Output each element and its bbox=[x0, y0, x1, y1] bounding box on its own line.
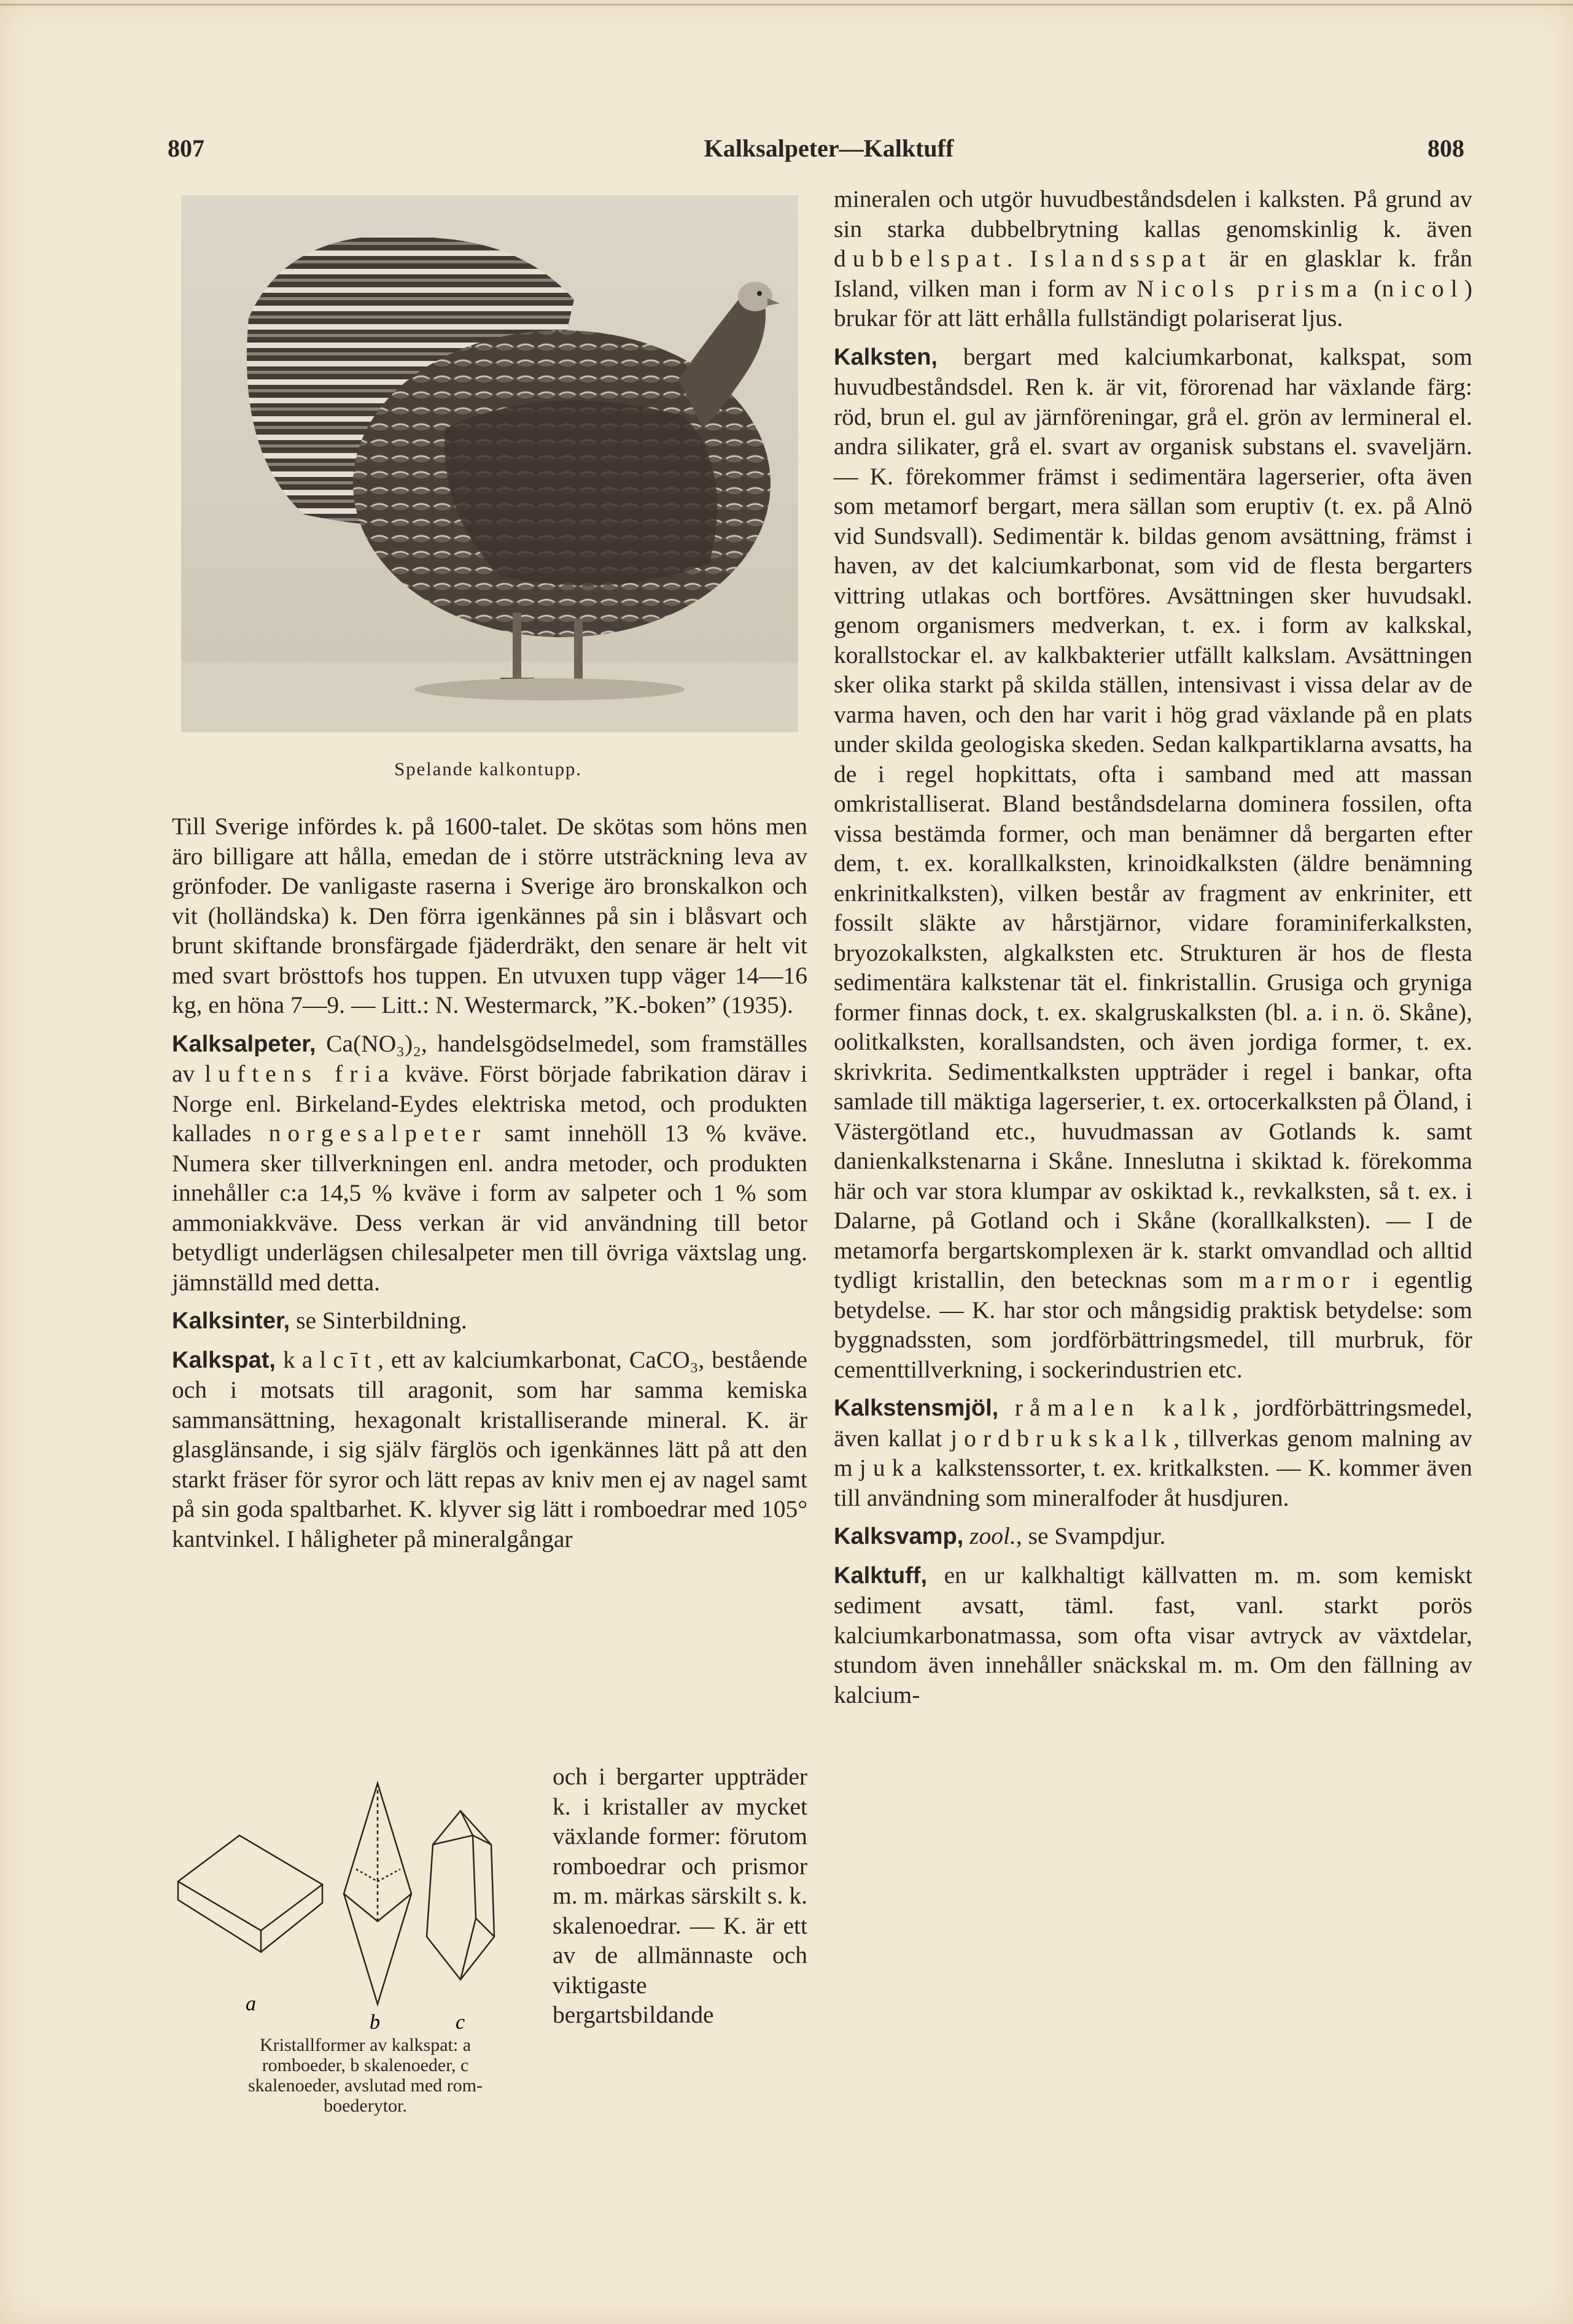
kalksalpeter-entry: Kalksalpeter, Ca(NO₃)₂, handelsgödselmedel, som framställes av luftens fria kväve. Först började fabrikation därav i Norge enl. Birkeland-Eydes elektriska metod, och produkten kallades norgesalpeter samt innehöll 13 % kväve. Numera sker tillverkningen enl. andra metoder, och produkten innehåller c:a 14,5 % kväve i form av salpeter och 1 % som ammoniakkväve. Dess verkan är vid användning till betor betydligt underlägsen chilesalpeter men till övriga växtslag ung. jämnställd med detta. bbox=[172, 1029, 807, 1296]
kalkon-paragraph: Till Sverige infördes k. på 1600-talet. De skötas som höns men äro billigare att hålla, emedan de i större utsträckning leva av grönfoder. De vanligaste raserna i Sverige äro bronskalkon och vit (holländska) k. Den förra igenkännes på sin i blåsvart och brunt skiftande bronsfärgade fjäderdräkt, den senare är helt vit med svart brösttofs hos tuppen. En utvuxen tupp väger 14—16 kg, en höna 7—9. — Litt.: N. Westermarck, ”K.-boken” (1935). bbox=[172, 813, 807, 1018]
turkey-photo bbox=[181, 195, 798, 732]
entry-head-kalkstensmjol: Kalkstensmjöl, bbox=[834, 1395, 999, 1421]
kalkspat-wrap-text: och i bergarter uppträder k. i kristaller av mycket växlande former: förutom romboedrar och prismor m. m. märkas särskilt s. k. skalenoedrar. — K. är ett av de allmännaste och viktigaste bergartsbildande bbox=[553, 1763, 807, 2028]
crystal-label-b: b bbox=[370, 2011, 380, 2034]
entry-head-kalksalpeter: Kalksalpeter, bbox=[172, 1031, 316, 1057]
kalkspat-continuation: mineralen och utgör huvudbeståndsdelen i kalksten. På grund av sin starka dubbelbrytning kallas genomskinlig k. även dubbelspat. Islandsspat är en glasklar k. från Island, vilken man i form av Nicols prisma (nicol) brukar för att lätt erhålla fullständigt polariserat ljus. bbox=[834, 185, 1472, 331]
entry-head-kalksinter: Kalksinter, bbox=[172, 1308, 290, 1334]
page-number-right: 808 bbox=[1427, 134, 1464, 162]
right-column bbox=[834, 184, 1472, 1710]
turkey-illustration bbox=[181, 195, 798, 732]
photo-caption: Spelande kalkontupp. bbox=[394, 758, 582, 780]
kalksinter-entry: Kalksinter, se Sinterbildning. bbox=[172, 1307, 467, 1334]
running-title: Kalksalpeter—Kalktuff bbox=[704, 134, 954, 162]
kalksvamp-entry: Kalksvamp, zool., se Svampdjur. bbox=[834, 1522, 1166, 1549]
entry-head-kalkspat: Kalkspat, bbox=[172, 1347, 276, 1373]
page-number-left: 807 bbox=[168, 134, 204, 162]
entry-head-kalksten: Kalksten, bbox=[834, 344, 938, 370]
kalktuff-entry: Kalktuff, en ur kalkhaltigt källvatten m. m. som kemiskt sediment avsatt, täml. fast, vanl. starkt porös kalciumkarbonatmassa, som ofta visar avtryck av växtdelar, stundom även innehåller snäckskal m. m. Om den fällning av kalcium- bbox=[834, 1561, 1472, 1708]
crystal-label-c: c bbox=[456, 2011, 465, 2034]
entry-head-kalksvamp: Kalksvamp, bbox=[834, 1524, 964, 1549]
top-edge-rule bbox=[0, 4, 1573, 6]
kalkspat-entry: Kalkspat, kalcīt, ett av kalciumkarbonat, CaCO₃, bestående och i motsats till aragonit, som har samma kemiska sammansättning, hexagonalt kristalliserande mineral. K. är glasglänsande, i sig själv färglös och igenkännes lätt på att den starkt fräser för syror och lätt repas av kniv men ej av nagel samt på sin goda spaltbarhet. K. klyver sig lätt i romboedrar med 105° kantvinkel. I håligheter på mineralgångar bbox=[172, 1346, 808, 1552]
kalkstensmjol-entry: Kalkstensmjöl, råmalen kalk, jordförbättringsmedel, även kallat jordbrukskalk, tillverkas genom malning av mjuka kalkstenssorter, t. ex. kritkalksten. — K. kommer även till användning som mineralfoder åt husdjuren. bbox=[834, 1394, 1472, 1511]
kalksten-entry: Kalksten, bergart med kalciumkarbonat, kalkspat, som huvudbeståndsdel. Ren k. är vit, förorenad har växlande färg: röd, brun el. gul av järnföreningar, grå el. grön av lermineral el. andra silikater, grå el. svart av organisk substans el. svaveljärn. — K. förekommer främst i sedimentära lagerserier, ofta även som metamorf bergart, mera sällan som eruptiv (t. ex. på Alnö vid Sundsvall). Sedimentär k. bildas genom avsättning, främst i haven, av det kalciumkarbonat, som vid de flesta bergarters vittring utlakas och bortföres. Avsättningen sker huvudsakl. genom organismers medverkan, t. ex. i form av kalkskal, korallstockar el. av kalkbakterier utfällt kalkslam. Avsättningen sker olika starkt på skilda ställen, intensivast i vissa delar av de varma haven, och den har varit i hög grad växlande på en plats under skilda geologiska skeden. Sedan kalkpartiklarna avsatts, ha de i regel hopkittats, ofta i samband med att massan omkristalliserat. Bland beståndsdelarna dominera fossilen, ofta vissa bestämda former, och man benämner då bergarten efter dem, t. ex. korallkalksten, krinoidkalksten (äldre benämning enkrinitkalksten), vilken består av fragment av enkriniter, ett fossilt släkte av hårstjärnor, vidare foraminiferkalksten, bryozokalksten, algkalksten etc. Strukturen är hos de flesta sedimentära kalkstenar tät el. finkristallin. Grusiga och gryniga former finnas dock, t. ex. skalgruskalksten (bl. a. i n. ö. Skåne), oolitkalksten, korallsandsten, och även jordiga former, t. ex. skrivkrita. Sedimentkalksten uppträder i regel i bankar, ofta samlade till mäktiga lagerserier, t. ex. ortocerkalksten på Öland, i Västergötland etc., huvudmassan av Gotlands k. samt danienkalkstenarna i Skåne. Inneslutna i skiktad k. förekomma här och var stora klumpar av oskiktad k., revkalksten, så t. ex. i Dalarne, på Gotland och i Skåne (korallkalksten). — I de metamorfa bergartskomplexen är k. starkt omvandlad och alltid tydligt kristallin, den betecknas som marmor i egentlig betydelse. — K. har stor och mångsidig praktisk betydelse: som byggnadssten, som jordförbättringsmedel, till murbruk, för cementtillverkning, i sockerindustrien etc. bbox=[834, 343, 1472, 1383]
crystal-caption: Kristallformer av kalkspat: a romboeder, b skalenoeder, c skalenoeder, avslutad med rom- boederytor. bbox=[247, 2035, 483, 2116]
left-column bbox=[172, 811, 807, 1554]
crystal-drawings bbox=[172, 1777, 559, 2035]
crystal-figure bbox=[172, 1777, 559, 2053]
crystal-label-a: a bbox=[246, 1993, 256, 2015]
entry-head-kalktuff: Kalktuff, bbox=[834, 1562, 927, 1589]
